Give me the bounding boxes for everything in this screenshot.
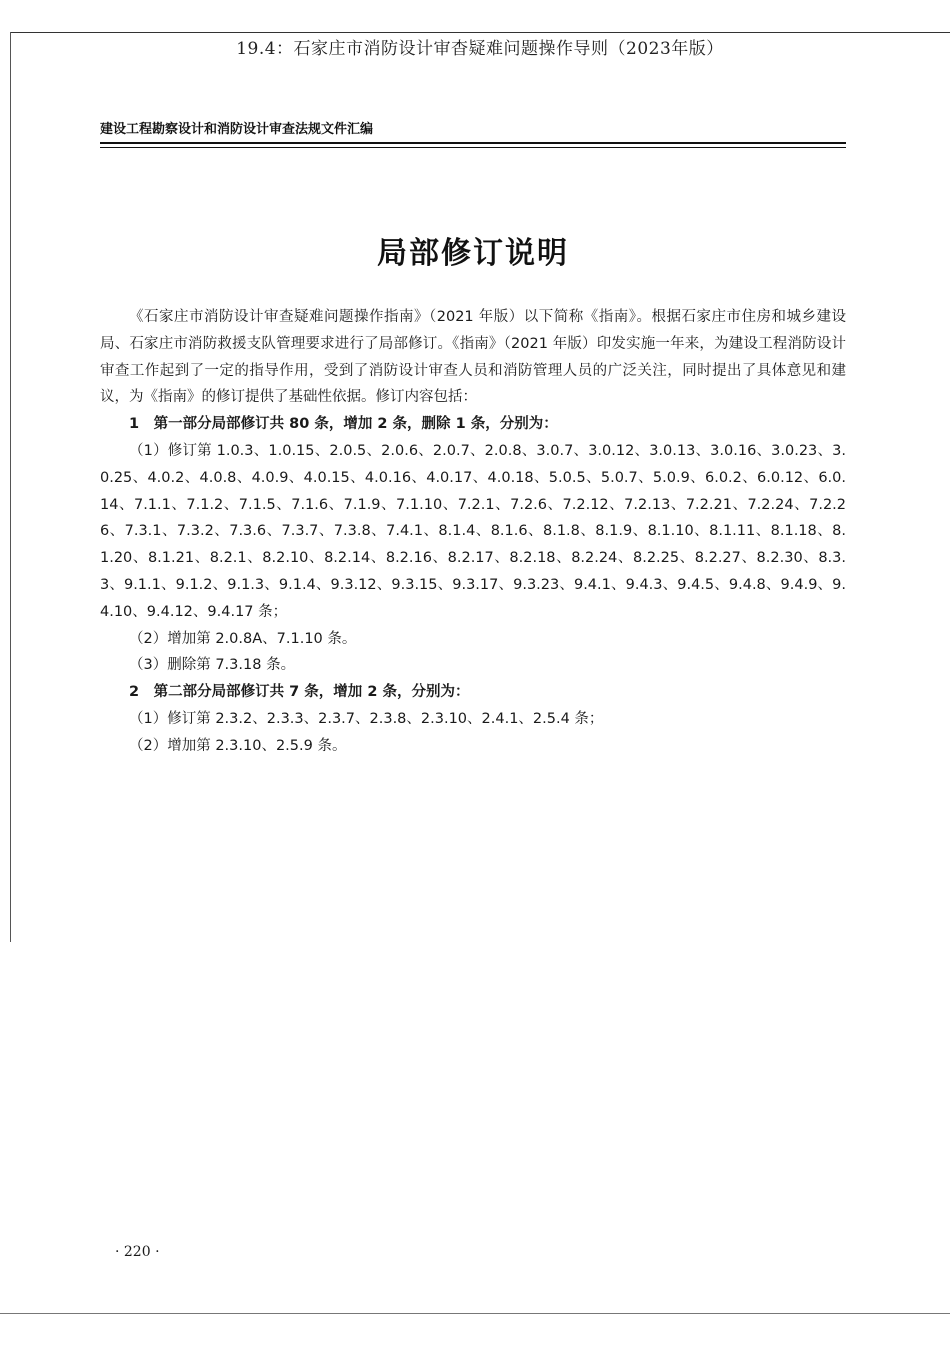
page-title: 局部修订说明 [377,236,569,271]
scan-edge-left [10,32,11,942]
body-text [100,304,846,760]
scan-edge-bottom [0,1313,950,1314]
page-number: · 220 · [115,1244,160,1260]
scan-edge-top [10,32,950,33]
part-two-revised-list: （1）修订第 2.3.2、2.3.3、2.3.7、2.3.8、2.3.10、2.4.1、2.5.4 条； [129,710,604,727]
part-one-deleted: （3）删除第 7.3.18 条。 [129,657,296,674]
part-one-added: （2）增加第 2.0.8A、7.1.10 条。 [129,630,357,647]
part-one-heading: 1 第一部分局部修订共 80 条，增加 2 条，删除 1 条，分别为： [129,416,558,433]
part-two-heading: 2 第二部分局部修订共 7 条，增加 2 条，分别为： [129,684,470,701]
header-rule-thin [100,147,846,148]
part-two-added: （2）增加第 2.3.10、2.5.9 条。 [129,737,347,754]
intro-paragraph: 《石家庄市消防设计审查疑难问题操作指南》（2021 年版）以下简称《指南》。根据石家庄市住房和城乡建设局、石家庄市消防救援支队管理要求进行了局部修订。《指南》（2021 年版）印发实施一年来，为建设工程消防设计审查工作起到了一定的指导作用，受到了消防设计审查人员和消防管理人员的广泛关注，同时提出了具体意见和建议，为《指南》的修订提供了基础性依据。修订内容包括： [100,309,846,406]
header-rule-thick [100,142,846,144]
part-one-revised-list: （1）修订第 1.0.3、1.0.15、2.0.5、2.0.6、2.0.7、2.0.8、3.0.7、3.0.12、3.0.13、3.0.16、3.0.23、3.0.25、4.0.2、4.0.8、4.0.9、4.0.15、4.0.16、4.0.17、4.0.18、5.0.5、5.0.7、5.0.9、6.0.2、6.0.12、6.0.14、7.1.1、7.1.2、7.1.5、7.1.6、7.1.9、7.1.10、7.2.1、7.2.6、7.2.12、7.2.13、7.2.21、7.2.24、7.2.26、7.3.1、7.3.2、7.3.6、7.3.7、7.3.8、7.4.1、8.1.4、8.1.6、8.1.8、8.1.9、8.1.10、8.1.11、8.1.18、8.1.20、8.1.21、8.2.1、8.2.10、8.2.14、8.2.16、8.2.17、8.2.18、8.2.24、8.2.25、8.2.27、8.2.30、8.3.3、9.1.1、9.1.2、9.1.3、9.1.4、9.3.12、9.3.15、9.3.17、9.3.23、9.4.1、9.4.3、9.4.5、9.4.8、9.4.9、9.4.10、9.4.12、9.4.17 条； [100,442,846,620]
running-header: 建设工程勘察设计和消防设计审查法规文件汇编 [100,122,374,137]
section-tag: 19.4：石家庄市消防设计审杳疑难问题操作导则（2023年版） [236,39,724,59]
